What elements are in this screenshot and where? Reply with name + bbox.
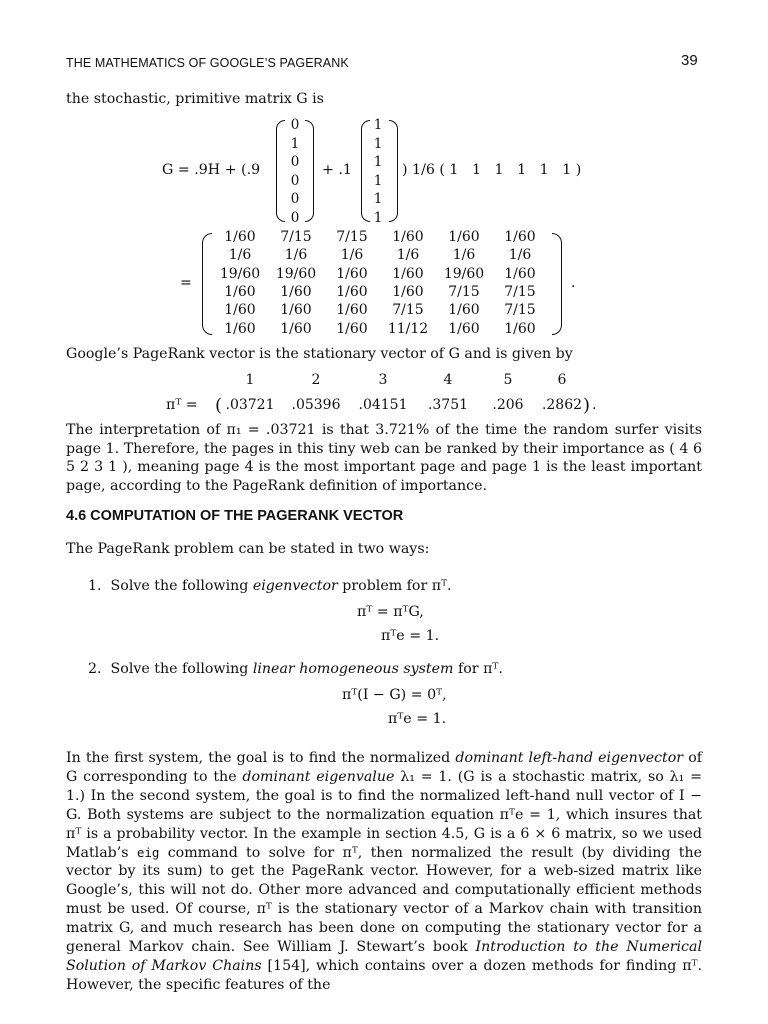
g-matrix-end: . xyxy=(571,275,576,291)
g-matrix-cell: 1/60 xyxy=(336,283,368,300)
pi-value: .206 xyxy=(492,397,524,413)
pi-index: 3 xyxy=(378,372,388,388)
vector-a-entry: 0 xyxy=(290,209,300,226)
body-paragraph xyxy=(66,749,702,995)
pi-indices xyxy=(225,371,595,391)
vector-a-entry: 0 xyxy=(290,172,300,189)
item-1-eq1: πᵀ = πᵀG, xyxy=(357,604,424,620)
body-text-b: of G corresponding to the xyxy=(66,750,703,785)
body-emph-1: dominant left-hand eigenvector xyxy=(455,750,684,766)
g-matrix-cell: 1/60 xyxy=(280,302,312,319)
body-text-a: In the first system, the goal is to find the normalized xyxy=(66,750,456,766)
vector-a-entry: 0 xyxy=(290,117,300,133)
g-matrix-cell: 7/15 xyxy=(336,229,368,245)
vector-ones-entry: 1 xyxy=(373,209,383,226)
g-matrix xyxy=(212,228,552,338)
g-matrix-cell: 1/60 xyxy=(448,302,480,319)
section-heading: 4.6 COMPUTATION OF THE PAGERANK VECTOR xyxy=(66,508,404,524)
g-matrix-cell: 1/60 xyxy=(280,320,312,337)
body-text-d: command to solve for πᵀ, then normalized the result (by dividing the vector by its sum) to get the PageRank vector. However, for a web-sized matrix like Google’s, this will not do. Other more advanced and computationally efficient methods must be used. Of course, πᵀ is the stationary vector of a Markov chain with transition matrix G, and much research has been done on computing the stationary vector for a general Markov chain. See William J. Stewart’s book xyxy=(66,844,702,956)
running-title: THE MATHEMATICS OF GOOGLE’S PAGERANK xyxy=(66,56,349,70)
g-matrix-cell: 1/60 xyxy=(504,320,536,337)
g-matrix-cell: 1/60 xyxy=(392,229,424,245)
g-matrix-cell: 1/60 xyxy=(336,302,368,319)
item-1 xyxy=(88,577,452,596)
vector-a-right-paren xyxy=(305,120,314,222)
g-matrix-cell: 7/15 xyxy=(280,229,312,245)
g-matrix-cell: 1/60 xyxy=(336,320,368,337)
pi-end: . xyxy=(592,397,597,413)
item-2-eq2: πᵀe = 1. xyxy=(388,711,447,727)
pi-index: 2 xyxy=(311,372,321,388)
body-emph-2: dominant eigenvalue xyxy=(242,768,395,785)
interpretation-paragraph: The interpretation of π₁ = .03721 is that 3.721% of the time the random surfer visits page 1. Therefore, the pages in this tiny web can be ranked by their importance as ( 4 6 5 2 3 1 ), meaning page 4 is the most important page and page 1 is the least important page, according to the PageRank definition of importance. xyxy=(66,422,702,494)
g-matrix-cell: 1/6 xyxy=(340,247,364,264)
g-matrix-cell: 1/60 xyxy=(224,283,256,300)
vector-ones-entry: 1 xyxy=(373,191,383,207)
vector-a-entry: 0 xyxy=(290,154,300,170)
vector-a xyxy=(285,116,305,227)
intro-line: the stochastic, primitive matrix G is xyxy=(66,91,324,107)
pi-lhs: πᵀ = xyxy=(166,397,198,413)
pi-index: 5 xyxy=(503,372,513,388)
g-matrix-cell: 1/60 xyxy=(336,265,368,282)
item-1-emph: eigenvector xyxy=(252,578,338,594)
g-matrix-left-paren xyxy=(202,233,212,335)
g-matrix-cell: 1/60 xyxy=(392,265,424,282)
pi-right-paren: ) xyxy=(583,395,591,416)
g-matrix-cell: 1/6 xyxy=(508,247,532,264)
g-matrix-cell: 1/60 xyxy=(448,229,480,245)
pi-value: .03721 xyxy=(225,397,275,413)
pi-value: .3751 xyxy=(427,397,469,413)
pi-index: 1 xyxy=(245,372,255,388)
vector-ones-entry: 1 xyxy=(373,117,383,133)
vector-a-entry: 0 xyxy=(290,191,300,207)
body-text-c: λ₁ = 1. (G is a stochastic matrix, so λ₁ = 1.) In the second system, the goal is to find the normalized left-hand null vector of I − G. Both systems are subject to the normalization equation πᵀe = 1, which insures that πᵀ is a probability vector. In the example in section 4.5, G is a 6 × 6 matrix, so we used Matlab’s xyxy=(66,768,702,861)
g-equation-lhs: G = .9H + (.9 xyxy=(162,162,261,178)
pi-value: .2862 xyxy=(541,397,583,413)
g-matrix-cell: 1/60 xyxy=(280,283,312,300)
g-matrix-cell: 1/60 xyxy=(504,229,536,245)
g-matrix-cell: 19/60 xyxy=(275,265,317,282)
item-2-prefix: 2. Solve the following xyxy=(88,661,253,677)
g-matrix-cell: 11/12 xyxy=(387,320,429,337)
vector-a-entry: 1 xyxy=(290,135,300,152)
body-code: eig xyxy=(136,844,160,860)
g-matrix-cell: 1/6 xyxy=(284,247,308,264)
body-emph-3: Introduction to the Numerical Solution of Markov Chains xyxy=(66,939,702,974)
g-matrix-cell: 7/15 xyxy=(504,283,536,300)
vector-ones-entry: 1 xyxy=(373,135,383,152)
g-matrix-cell: 7/15 xyxy=(392,302,424,319)
item-1-eq2: πᵀe = 1. xyxy=(381,628,440,644)
g-matrix-cell: 1/6 xyxy=(452,247,476,264)
g-matrix-eq-sign: = xyxy=(180,275,192,291)
g-matrix-cell: 1/60 xyxy=(224,320,256,337)
pi-value: .04151 xyxy=(358,397,408,413)
g-matrix-cell: 7/15 xyxy=(504,302,536,319)
pi-left-paren: ( xyxy=(215,395,223,416)
g-matrix-cell: 7/15 xyxy=(448,283,480,300)
vector-ones-right-paren xyxy=(389,120,398,222)
item-2-emph: linear homogeneous system xyxy=(252,661,454,677)
pi-index: 6 xyxy=(557,372,567,388)
g-matrix-cell: 1/6 xyxy=(396,247,420,264)
g-matrix-cell: 1/60 xyxy=(224,302,256,319)
item-2-suffix: for πᵀ. xyxy=(453,661,503,677)
g-equation-plus: + .1 xyxy=(322,162,352,178)
vector-ones-entry: 1 xyxy=(373,154,383,170)
g-matrix-cell: 1/60 xyxy=(392,283,424,300)
item-1-suffix: problem for πᵀ. xyxy=(337,578,452,594)
vector-ones xyxy=(368,116,388,227)
pi-values xyxy=(225,396,595,416)
g-matrix-cell: 1/60 xyxy=(504,265,536,282)
g-matrix-cell: 1/6 xyxy=(228,247,252,264)
item-1-prefix: 1. Solve the following xyxy=(88,578,253,594)
problem-intro: The PageRank problem can be stated in two ways: xyxy=(66,541,430,557)
pagerank-intro: Google’s PageRank vector is the stationary vector of G and is given by xyxy=(66,346,573,362)
body-text-e: [154], which contains over a dozen methods for finding πᵀ. However, the specific features of the xyxy=(66,957,702,993)
item-2-eq1: πᵀ(I − G) = 0ᵀ, xyxy=(342,687,447,703)
pi-value: .05396 xyxy=(291,397,341,413)
g-matrix-right-paren xyxy=(552,233,562,335)
vector-ones-entry: 1 xyxy=(373,172,383,189)
g-matrix-cell: 19/60 xyxy=(219,265,261,282)
pi-index: 4 xyxy=(443,372,453,388)
item-2 xyxy=(88,660,503,679)
vector-a-left-paren xyxy=(276,120,285,222)
g-matrix-cell: 1/60 xyxy=(224,229,256,245)
page-number: 39 xyxy=(681,52,698,69)
g-matrix-cell: 1/60 xyxy=(448,320,480,337)
g-equation-tail: ) 1/6 ( 1 1 1 1 1 1 ) xyxy=(402,162,582,178)
g-matrix-cell: 19/60 xyxy=(443,265,485,282)
